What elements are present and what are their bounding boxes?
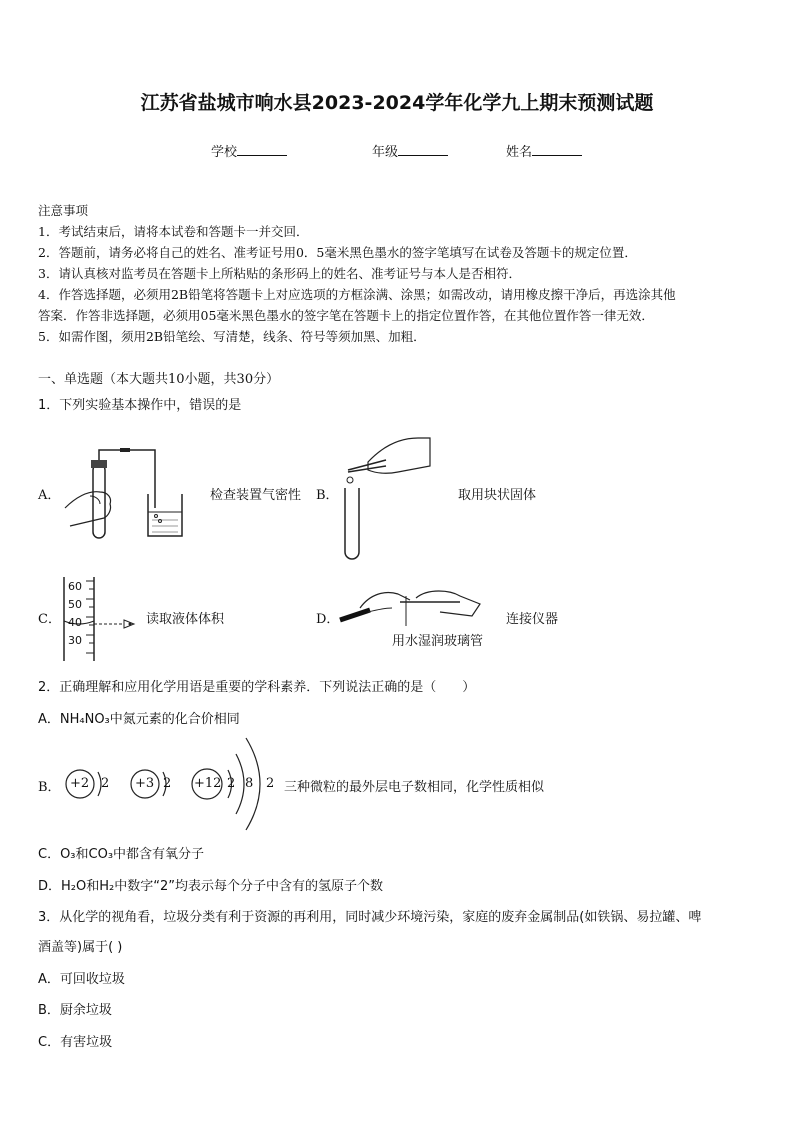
atom1-shell: 2 — [101, 776, 110, 791]
q3-option-c[interactable]: C．有害垃圾 — [38, 1035, 113, 1050]
q2-option-d-text: D．H₂O和H₂中数字“2”均表示每个分子中含有的氢原子个数 — [38, 879, 383, 894]
atom2-shell: 2 — [163, 776, 172, 791]
notice-item: 4．作答选择题，必须用2B铅笔将答题卡上对应选项的方框涂满、涂黑；如需改动，请用橡皮擦干净后，再选涂其他 — [38, 287, 676, 302]
page-title: 江苏省盐城市响水县2023-2024学年化学九上期末预测试题 — [140, 92, 654, 114]
q3-option-b[interactable]: B．厨余垃圾 — [38, 1003, 112, 1018]
q1-option-d-label[interactable]: D． — [316, 612, 340, 627]
q2-option-b-label[interactable]: B． — [38, 780, 61, 795]
cylinder-scale — [68, 578, 82, 650]
q2-option-d[interactable] — [38, 875, 383, 894]
section-heading: 一、单选题（本大题共10小题，共30分） — [38, 372, 280, 387]
q2-stem: 2．正确理解和应用化学用语是重要的学科素养．下列说法正确的是（ ） — [38, 680, 476, 695]
q1-option-d-caption: 用水湿润玻璃管 — [392, 634, 484, 649]
airtight-check-illustration — [60, 446, 200, 546]
atom1-nucleus: +2 — [70, 776, 90, 791]
q1-option-c-label[interactable]: C． — [38, 612, 61, 627]
q1-stem: 1．下列实验基本操作中，错误的是 — [38, 398, 242, 413]
q1-option-c-text: 读取液体体积 — [146, 612, 225, 627]
connect-instrument-illustration — [340, 586, 490, 626]
tick-label: 30 — [68, 634, 82, 647]
atom3-shell-3: 2 — [266, 776, 275, 791]
tick-label: 60 — [68, 580, 82, 593]
grade-blank[interactable] — [398, 143, 448, 156]
tick-label: 40 — [68, 616, 82, 629]
q1-option-a-label[interactable]: A． — [38, 488, 61, 503]
q3-stem-line1: 3．从化学的视角看，垃圾分类有利于资源的再利用，同时减少环境污染，家庭的废弃金属制品(如铁锅、易拉罐、啤 — [38, 910, 702, 925]
school-blank[interactable] — [237, 143, 287, 156]
atom3-shell-1: 2 — [227, 776, 236, 791]
q2-option-a-text: A．NH₄NO₃中氮元素的化合价相同 — [38, 712, 240, 727]
school-label: 学校 — [211, 145, 238, 160]
notice-item: 5．如需作图，须用2B铅笔绘、写清楚，线条、符号等须加黑、加粗． — [38, 329, 426, 344]
grade-label: 年级 — [372, 145, 399, 160]
atom3-shell-2: 8 — [245, 776, 254, 791]
notice-section — [38, 200, 676, 347]
q1-option-d-text: 连接仪器 — [506, 612, 559, 627]
q1-option-a-text: 检查装置气密性 — [210, 488, 302, 503]
grade-field[interactable] — [372, 141, 448, 160]
q1-option-b-label[interactable]: B． — [316, 488, 339, 503]
q2-option-c-text: C．O₃和CO₃中都含有氧分子 — [38, 847, 205, 862]
block-solid-illustration — [338, 436, 438, 561]
q2-option-b-text: 三种微粒的最外层电子数相同，化学性质相似 — [284, 780, 545, 795]
q3-option-a[interactable]: A．可回收垃圾 — [38, 972, 125, 987]
q2-option-c[interactable] — [38, 843, 204, 862]
tick-label: 50 — [68, 598, 82, 611]
atom3-nucleus: +12 — [194, 776, 222, 791]
notice-heading: 注意事项 — [38, 203, 89, 218]
name-label: 姓名 — [506, 145, 533, 160]
atom2-nucleus: +3 — [135, 776, 155, 791]
name-blank[interactable] — [532, 143, 582, 156]
notice-item: 3．请认真核对监考员在答题卡上所粘贴的条形码上的姓名、准考证号与本人是否相符． — [38, 266, 521, 281]
notice-item: 2．答题前，请务必将自己的姓名、准考证号用0．5毫米黑色墨水的签字笔填写在试卷及答题卡的规定位置． — [38, 245, 637, 260]
school-field[interactable] — [211, 141, 287, 160]
q2-option-a[interactable] — [38, 708, 240, 727]
notice-item: 1．考试结束后，请将本试卷和答题卡一并交回． — [38, 224, 309, 239]
name-field[interactable] — [506, 141, 582, 160]
q3-stem-line2: 酒盖等)属于( ) — [38, 940, 123, 955]
q1-option-b-text: 取用块状固体 — [458, 488, 537, 503]
notice-item: 答案．作答非选择题，必须用05毫米黑色墨水的签字笔在答题卡上的指定位置作答，在其他位置作答一律无效． — [38, 308, 654, 323]
